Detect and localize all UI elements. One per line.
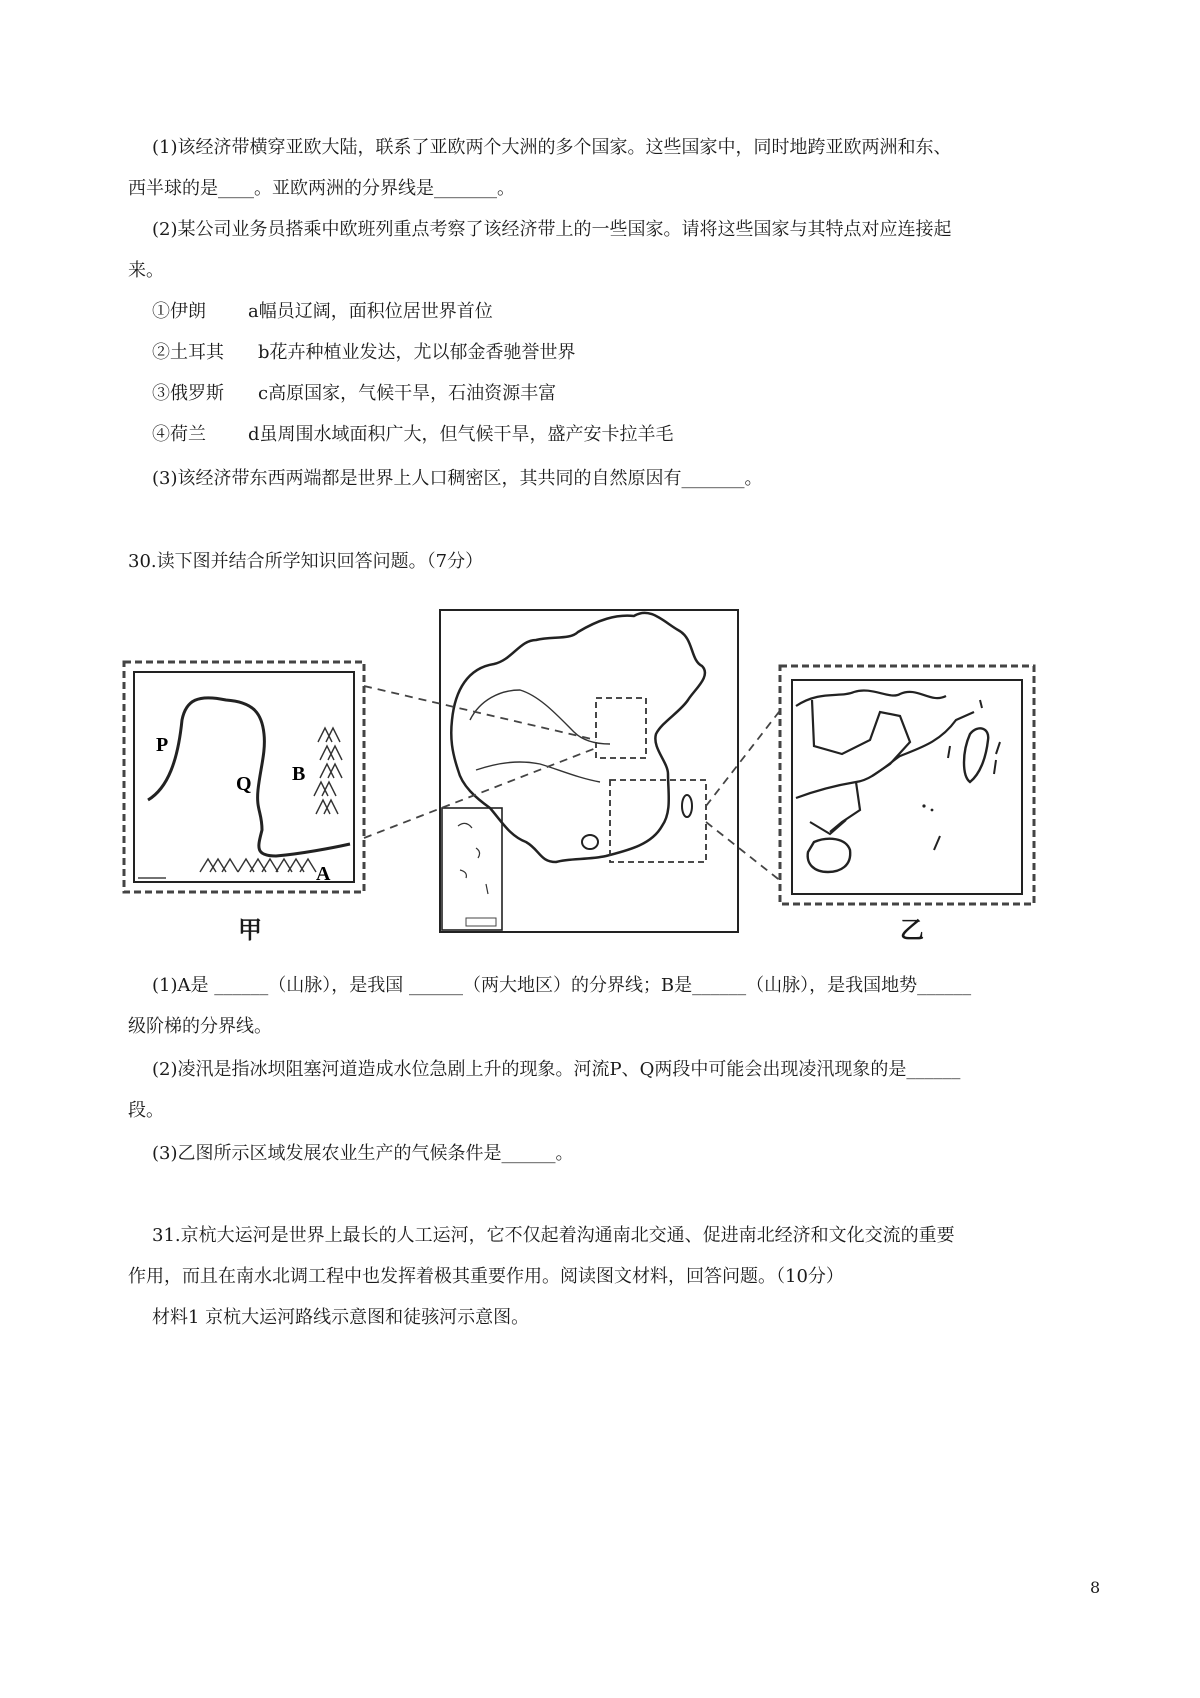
option-country: ④荷兰 bbox=[152, 424, 206, 445]
map-china bbox=[440, 610, 738, 932]
map-connectors bbox=[364, 686, 782, 882]
q31-line1: 31.京杭大运河是世界上最长的人工运河，它不仅起着沟通南北交通、促进南北经济和文化交流的重要 bbox=[152, 1225, 955, 1246]
q29-part1-line2: 西半球的是____。亚欧两洲的分界线是_______。 bbox=[128, 178, 515, 199]
caption-yi: 乙 bbox=[900, 916, 924, 944]
q29-part2-line2: 来。 bbox=[128, 260, 164, 281]
map-label-p: P bbox=[156, 734, 169, 756]
mountain-b-icon bbox=[314, 728, 342, 814]
option-feature: d虽周围水域面积广大，但气候干旱，盛产安卡拉羊毛 bbox=[248, 424, 674, 445]
q30-part1-line1: (1)A是 ______（山脉），是我国 ______（两大地区）的分界线；B是______（山脉），是我国地势______ bbox=[152, 975, 972, 996]
map-label-b: B bbox=[292, 763, 306, 785]
q30-part2-line1: (2)凌汛是指冰坝阻塞河道造成水位急剧上升的现象。河流P、Q两段中可能会出现凌汛现象的是______ bbox=[152, 1059, 961, 1080]
q29-part2-line1: (2)某公司业务员搭乘中欧班列重点考察了该经济带上的一些国家。请将这些国家与其特点对应连接起 bbox=[152, 219, 952, 240]
q29-part3: (3)该经济带东西两端都是世界上人口稠密区，其共同的自然原因有_______。 bbox=[152, 468, 763, 489]
option-feature: a幅员辽阔，面积位居世界首位 bbox=[248, 301, 493, 322]
q29-option-3 bbox=[152, 382, 556, 406]
q29-option-2 bbox=[152, 341, 576, 365]
map-label-q: Q bbox=[236, 773, 252, 795]
q31-line2: 作用，而且在南水北调工程中也发挥着极其重要作用。阅读图文材料，回答问题。（10分） bbox=[128, 1266, 844, 1287]
q29-part1-line1: (1)该经济带横穿亚欧大陆，联系了亚欧两个大洲的多个国家。这些国家中，同时地跨亚欧两洲和东、 bbox=[152, 137, 952, 158]
map-label-a: A bbox=[316, 863, 331, 885]
option-feature: c高原国家，气候干旱，石油资源丰富 bbox=[258, 383, 557, 404]
q30-part2-line2: 段。 bbox=[128, 1100, 164, 1121]
q29-option-1 bbox=[152, 300, 493, 324]
q30-title: 30.读下图并结合所学知识回答问题。（7分） bbox=[128, 551, 484, 572]
mountain-a-icon bbox=[200, 859, 316, 872]
option-country: ①伊朗 bbox=[152, 301, 206, 322]
page-number: 8 bbox=[1090, 1578, 1101, 1597]
q29-option-4 bbox=[152, 423, 674, 447]
map-jia bbox=[124, 662, 364, 892]
option-feature: b花卉种植业发达，尤以郁金香驰誉世界 bbox=[258, 342, 576, 363]
option-country: ③俄罗斯 bbox=[152, 383, 224, 404]
q30-part1-line2: 级阶梯的分界线。 bbox=[128, 1016, 272, 1037]
q31-material: 材料1 京杭大运河路线示意图和徒骇河示意图。 bbox=[152, 1307, 530, 1328]
caption-jia: 甲 bbox=[238, 916, 262, 944]
map-yi bbox=[780, 666, 1034, 904]
q30-part3: (3)乙图所示区域发展农业生产的气候条件是______。 bbox=[152, 1143, 574, 1164]
option-country: ②土耳其 bbox=[152, 342, 224, 363]
